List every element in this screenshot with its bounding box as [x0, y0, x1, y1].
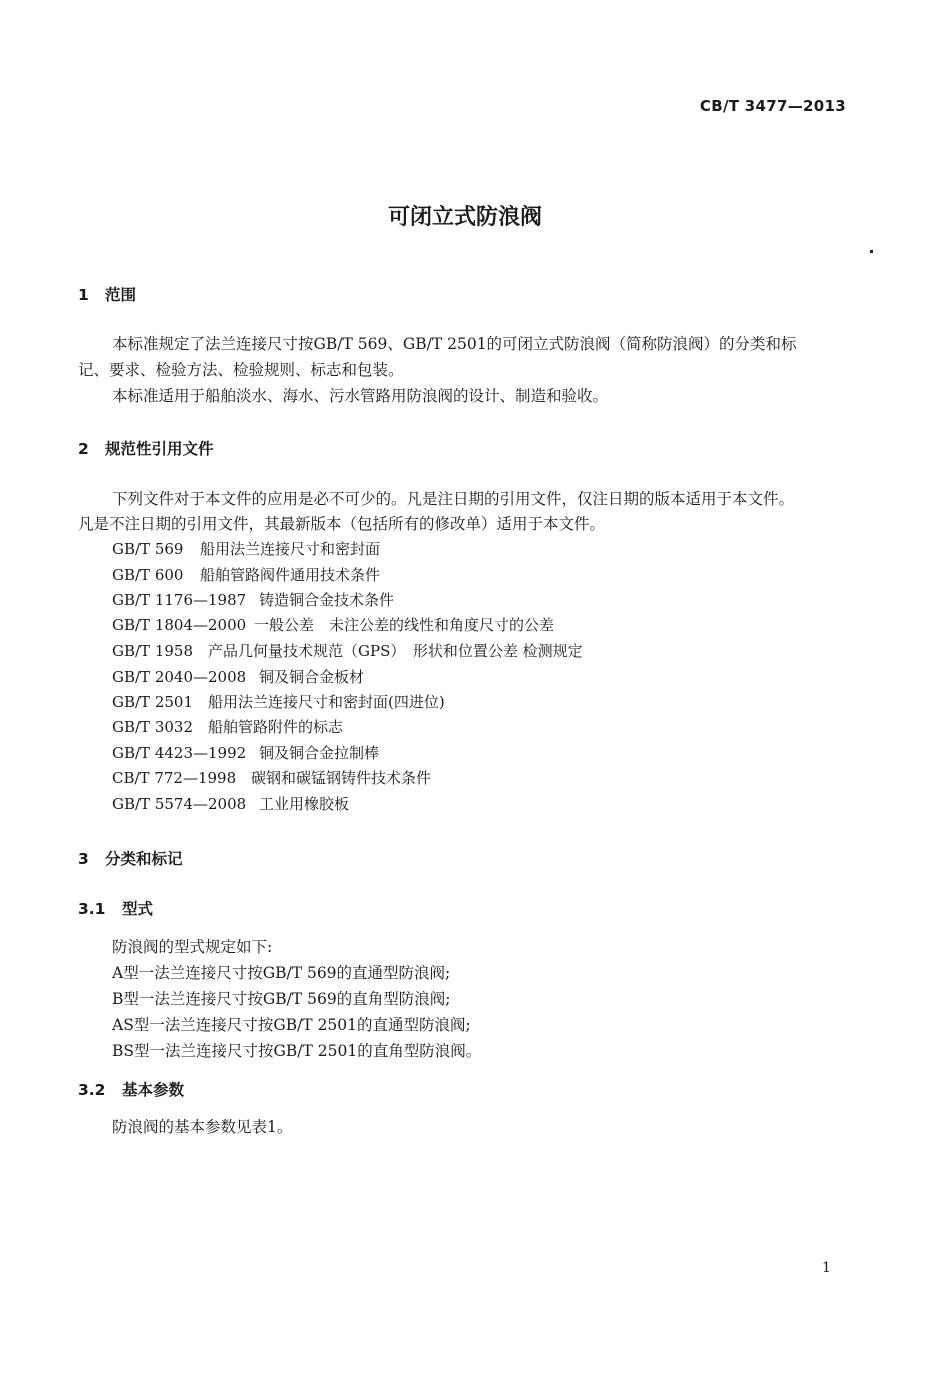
reference-item [112, 614, 554, 635]
reference-item [112, 793, 349, 814]
subsection-number: 3.1 [78, 900, 106, 918]
reference-code: GB/T 1958 [112, 642, 194, 660]
reference-code: GB/T 4423—1992 [112, 744, 247, 762]
type-item: BS型一法兰连接尺寸按GB/T 2501的直角型防浪阀。 [112, 1042, 482, 1060]
subsection-3-2-heading [78, 1078, 184, 1100]
reference-code: GB/T 1804—2000 [112, 616, 247, 634]
reference-code: GB/T 2040—2008 [112, 668, 247, 686]
reference-title: 工业用橡胶板 [259, 795, 350, 813]
reference-item [112, 742, 379, 763]
reference-title: 铜及铜合金板材 [259, 668, 365, 686]
scan-speck [870, 250, 873, 253]
scope-paragraph-2: 本标准适用于船舶淡水、海水、污水管路用防浪阀的设计、制造和验收。 [112, 387, 609, 405]
page-number: 1 [822, 1260, 831, 1276]
reference-title: 产品几何量技术规范（GPS） 形状和位置公差 检测规定 [208, 642, 583, 660]
reference-title: 铜及铜合金拉制棒 [259, 744, 380, 762]
reference-item [112, 538, 380, 559]
basic-parameters-text: 防浪阀的基本参数见表1。 [112, 1118, 293, 1136]
reference-code: CB/T 772—1998 [112, 769, 237, 787]
reference-title: 船舶管路附件的标志 [208, 718, 344, 736]
section-title: 范围 [105, 286, 137, 304]
reference-title: 碳钢和碳锰钢铸件技术条件 [251, 769, 432, 787]
type-item: B型一法兰连接尺寸按GB/T 569的直角型防浪阀; [112, 990, 451, 1008]
scope-paragraph-line2: 记、要求、检验方法、检验规则、标志和包装。 [78, 361, 404, 379]
section-number: 1 [78, 286, 89, 304]
type-item: AS型一法兰连接尺寸按GB/T 2501的直通型防浪阀; [112, 1016, 471, 1034]
reference-item [112, 564, 380, 585]
reference-item [112, 589, 394, 610]
subsection-title: 基本参数 [122, 1081, 185, 1099]
standard-number: CB/T 3477—2013 [699, 97, 846, 115]
document-title: 可闭立式防浪阀 [387, 205, 542, 230]
section-2-heading [78, 437, 214, 459]
reference-title: 船用法兰连接尺寸和密封面(四进位) [208, 693, 445, 711]
references-intro-line1: 下列文件对于本文件的应用是必不可少的。凡是注日期的引用文件，仅注日期的版本适用于本文件。 [112, 490, 795, 508]
references-intro-line2: 凡是不注日期的引用文件，其最新版本（包括所有的修改单）适用于本文件。 [78, 515, 606, 533]
reference-title: 船用法兰连接尺寸和密封面 [200, 540, 381, 558]
reference-code: GB/T 3032 [112, 718, 194, 736]
section-3-heading [78, 847, 183, 869]
reference-code: GB/T 569 [112, 540, 184, 558]
reference-item [112, 716, 343, 737]
reference-title: 铸造铜合金技术条件 [259, 591, 395, 609]
reference-item [112, 640, 583, 661]
reference-item [112, 691, 445, 712]
types-intro: 防浪阀的型式规定如下: [112, 938, 273, 956]
type-item: A型一法兰连接尺寸按GB/T 569的直通型防浪阀; [112, 964, 451, 982]
reference-code: GB/T 2501 [112, 693, 194, 711]
reference-code: GB/T 1176—1987 [112, 591, 247, 609]
subsection-number: 3.2 [78, 1081, 106, 1099]
reference-code: GB/T 600 [112, 566, 184, 584]
section-title: 分类和标记 [105, 850, 183, 868]
section-title: 规范性引用文件 [105, 440, 214, 458]
reference-item [112, 666, 364, 687]
reference-title: 船舶管路阀件通用技术条件 [200, 566, 381, 584]
section-number: 2 [78, 440, 89, 458]
subsection-title: 型式 [122, 900, 154, 918]
reference-code: GB/T 5574—2008 [112, 795, 247, 813]
subsection-3-1-heading [78, 897, 153, 919]
scope-paragraph-line1: 本标准规定了法兰连接尺寸按GB/T 569、GB/T 2501的可闭立式防浪阀（简称防浪阀）的分类和标 [112, 335, 797, 353]
section-1-heading [78, 283, 136, 305]
reference-title: 一般公差 未注公差的线性和角度尺寸的公差 [254, 616, 555, 634]
section-number: 3 [78, 850, 89, 868]
reference-item [112, 767, 431, 788]
